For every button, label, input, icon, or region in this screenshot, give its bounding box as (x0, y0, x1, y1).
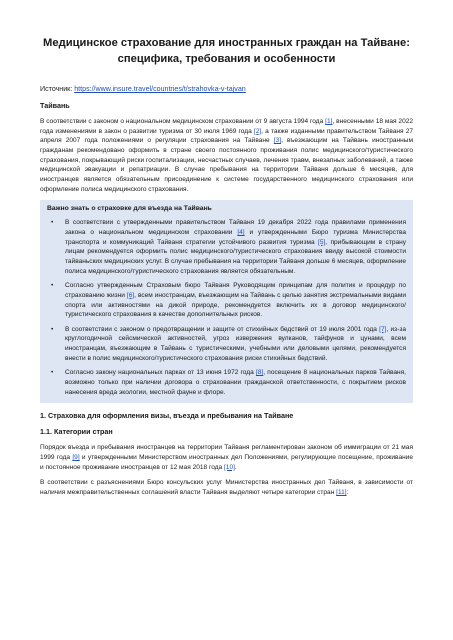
list-item (47, 281, 406, 320)
footnote-link-10[interactable]: [10] (223, 463, 235, 471)
text-run: Согласно утвержденным Страховым бюро Тайваня Руководящим принципам для политик и процедур по страхованию жизни (65, 282, 406, 299)
list-item (47, 325, 406, 364)
bullet-icon: • (51, 219, 54, 227)
footnote-link-9[interactable]: [9] (72, 454, 80, 462)
text-run: В соответствии с законом о национальном медицинском страховании от 9 августа 1994 года (40, 118, 326, 125)
footnote-link-7[interactable]: [7] (379, 325, 387, 333)
text-run: : (346, 489, 349, 497)
section-heading-1-1: 1.1. Категории стран (40, 427, 113, 437)
box-title: Важно знать о страховке для въезда на Тайвань (47, 205, 212, 213)
text-run: В соответствии с утвержденными правительством Тайваня 19 декабря 2022 года правилами применения закона о национальном медицинском страховании (65, 219, 406, 236)
text-run: , всем иностранцам, въезжающим на Тайвань с целью занятия экстремальными видами спорта или активностями на дикой природе, рекомендуется включить их в договор медицинского/туристического страхования в качестве дополнительных рисков. (65, 291, 406, 319)
footnote-link-5[interactable]: [5] (318, 238, 326, 246)
list-item (47, 218, 406, 276)
country-categories-paragraph-2 (40, 478, 413, 497)
source-link[interactable]: https://www.insure.travel/countries/t/strahovka-v-tajvan (74, 85, 246, 93)
text-run: , внесенными 18 мая 2022 года изменениями в закон о развитии туризма от 30 июля 1969 года (40, 118, 413, 135)
footnote-link-11[interactable]: [11] (336, 489, 347, 497)
text-run: . (234, 463, 237, 471)
footnote-link-1[interactable]: [1] (325, 118, 333, 125)
footnote-link-8[interactable]: [8] (255, 369, 264, 377)
text-run: Согласно закону национальных парках от 13 июня 1972 года (65, 369, 256, 377)
important-info-box (40, 200, 413, 403)
text-run: , посещение 8 национальных парков Тайваня, возможно только при наличии договора о страховании гражданской ответственности, с покрытием рисков нанесения вреда экологии, местной фауне и флоре. (65, 369, 406, 396)
source-line (40, 84, 413, 94)
text-run: , из-за круглогодичной сейсмической активностей, угроз извержения вулканов, тайфунов и цунами, всем иностранцам, въезжающим в Тайвань с туристическими, учебными или деловыми целями, рекомендуется внести в полис медицинского/туристического страхования риски стихийных бедствий. (65, 325, 406, 362)
text-run: и утвержденными Министерством иностранных дел Положениями, регулирующие посещение, проживание и постоянное проживание иностранцев от 12 мая 2018 года (40, 454, 413, 471)
list-item (47, 368, 406, 397)
footnote-link-6[interactable]: [6] (126, 291, 135, 299)
section-heading-1: 1. Страховка для оформления визы, въезда и пребывания на Тайване (40, 411, 294, 421)
bullet-icon: • (51, 369, 54, 377)
text-run: и утвержденными Бюро туризма Министерства транспорта и коммуникаций Тайваня стратегии устойчивого развития туризма (65, 228, 406, 246)
text-run: , а также изданными правительством Тайваня 27 апреля 2007 года положениями о регуляции страхования на Тайване (40, 127, 413, 145)
source-label: Источник: (40, 85, 75, 93)
bullet-icon: • (51, 282, 54, 290)
footnote-link-3[interactable]: [3] (273, 137, 282, 145)
footnote-link-4[interactable]: [4] (237, 228, 245, 236)
text-run: , прибывающим в страну лицам рекомендуется оформить полис медицинского/туристического страхования ввиду высокой стоимости тайваньских медицинских услуг. В случае пребывания на территории Тайваня дольше 6 месяцев, оформление полиса медицинского/туристического страхования является обязательным. (65, 238, 407, 275)
country-categories-paragraph-1 (40, 443, 413, 472)
document-title: Медицинское страхование для иностранных граждан на Тайване: специфика, требования и особенности (43, 37, 410, 65)
box-bullet-list (47, 218, 406, 397)
text-run: , въезжающим на Тайвань иностранным гражданам рекомендовано оформить в стране своего постоянного проживания полис медицинского/туристического страхования, покрывающий риски госпитализации, несчастных случаев, лечения травм, внезапных заболеваний, а также медицинской эвакуации и репатриации. В случае пребывания на территории Тайваня дольше 6 месяцев, для иностранцев является обязательным присоединение к системе государственного медицинского страхования или оформление полиса медицинского страхования. (40, 137, 413, 193)
footnote-link-2[interactable]: [2] (253, 127, 262, 135)
text-run: В соответствии с законом о предотвращении и защите от стихийных бедствий от 19 июля 2001 года (65, 325, 380, 333)
text-run: В соответствии с разъяснениями Бюро консульских услуг Министерства иностранных дел Тайваня, в зависимости от наличия межправительственных соглашений власти Тайваня выделяют четыре категории стран (40, 479, 413, 497)
bullet-icon: • (51, 325, 54, 333)
taiwan-paragraph (40, 117, 413, 194)
text-run: Порядок въезда и пребывания иностранцев на территории Тайваня регламентирован законом об иммиграции от 21 мая 1999 года (40, 444, 413, 462)
section-heading-taiwan: Тайвань (40, 101, 70, 110)
